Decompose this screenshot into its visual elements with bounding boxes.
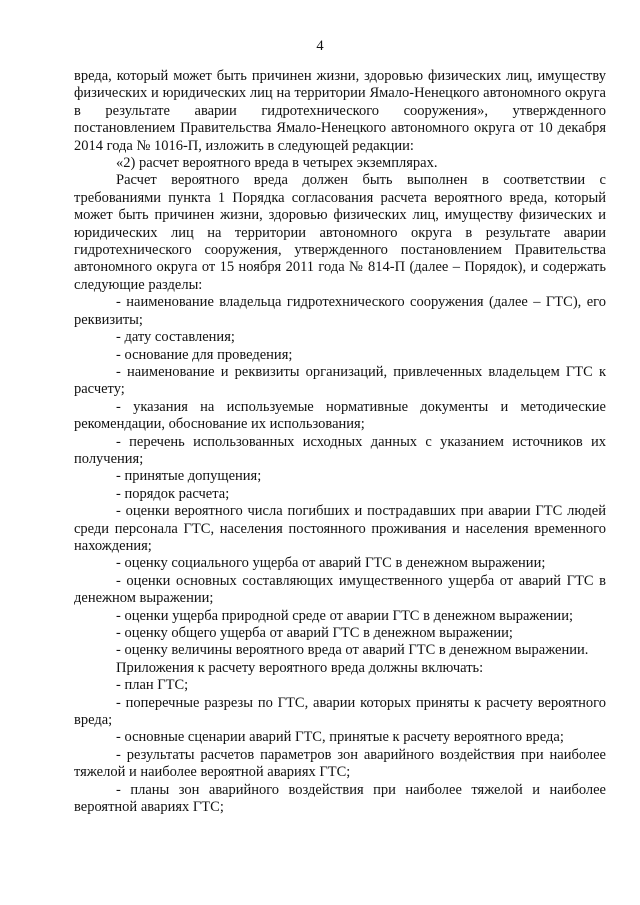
paragraph-item-2: «2) расчет вероятного вреда в четырех экземплярах. (116, 155, 438, 172)
list-item: - наименование и реквизиты организаций, привлеченных владельцем ГТС к расчету; (74, 363, 606, 398)
list-item: - наименование владельца гидротехнического сооружения (далее – ГТС), его реквизиты; (74, 294, 606, 328)
document-body (74, 68, 606, 816)
list-item: - указания на используемые нормативные документы и методические рекомендации, обоснование их использования; (74, 398, 606, 433)
list-item: - результаты расчетов параметров зон аварийного воздействия при наиболее тяжелой и наиболее вероятной авариях ГТС; (74, 746, 606, 781)
list-item: - оценки вероятного числа погибших и пострадавших при аварии ГТС людей среди персонала ГТС, населения постоянного проживания и населения временного нахождения; (74, 503, 606, 554)
list-item: - планы зон аварийного воздействия при наиболее тяжелой и наиболее вероятной авариях ГТС; (74, 781, 606, 816)
list-item: - оценку величины вероятного вреда от аварий ГТС в денежном выражении. (116, 642, 589, 659)
list-item: - оценку общего ущерба от аварий ГТС в денежном выражении; (116, 625, 513, 641)
list-item: - перечень использованных исходных данных с указанием источников их получения; (74, 433, 606, 467)
list-item: - основные сценарии аварий ГТС, принятые к расчету вероятного вреда; (116, 729, 564, 746)
paragraph-calculation-requirements: Расчет вероятного вреда должен быть выполнен в соответствии с требованиями пункта 1 Порядка согласования расчета вероятного вреда, который может быть причинен жизни, здоровью физических лиц, имуществу физических и юридических лиц на территории автономного округа в результате аварии гидротехнического сооружения, утвержденного постановлением Правительства автономного округа от 15 ноября 2011 года № 814-П (далее – Порядок), и содержать следующие разделы: (74, 172, 606, 293)
list-item: - план ГТС; (116, 677, 189, 694)
paragraph-appendices-intro: Приложения к расчету вероятного вреда должны включать: (116, 659, 484, 676)
list-item: - основание для проведения; (116, 346, 293, 363)
list-item: - оценки основных составляющих имущественного ущерба от аварий ГТС в денежном выражении; (74, 572, 606, 607)
page-number: 4 (316, 38, 324, 54)
list-item: - оценки ущерба природной среде от аварии ГТС в денежном выражении; (116, 607, 573, 624)
list-item: - принятые допущения; (116, 468, 262, 485)
list-item: - порядок расчета; (116, 485, 230, 502)
paragraph-continuation: вреда, который может быть причинен жизни, здоровью физических лиц, имуществу физических и юридических лиц на территории Ямало-Ненецкого автономного округа в результате аварии гидротехнического сооружения», утвержденного постановлением Правительства Ямало-Ненецкого автономного округа от 10 декабря 2014 года № 1016-П, изложить в следующей редакции: (74, 68, 606, 154)
list-item: - дату составления; (116, 329, 235, 346)
list-item: - оценку социального ущерба от аварий ГТС в денежном выражении; (116, 555, 546, 572)
list-item: - поперечные разрезы по ГТС, аварии которых приняты к расчету вероятного вреда; (74, 694, 606, 729)
